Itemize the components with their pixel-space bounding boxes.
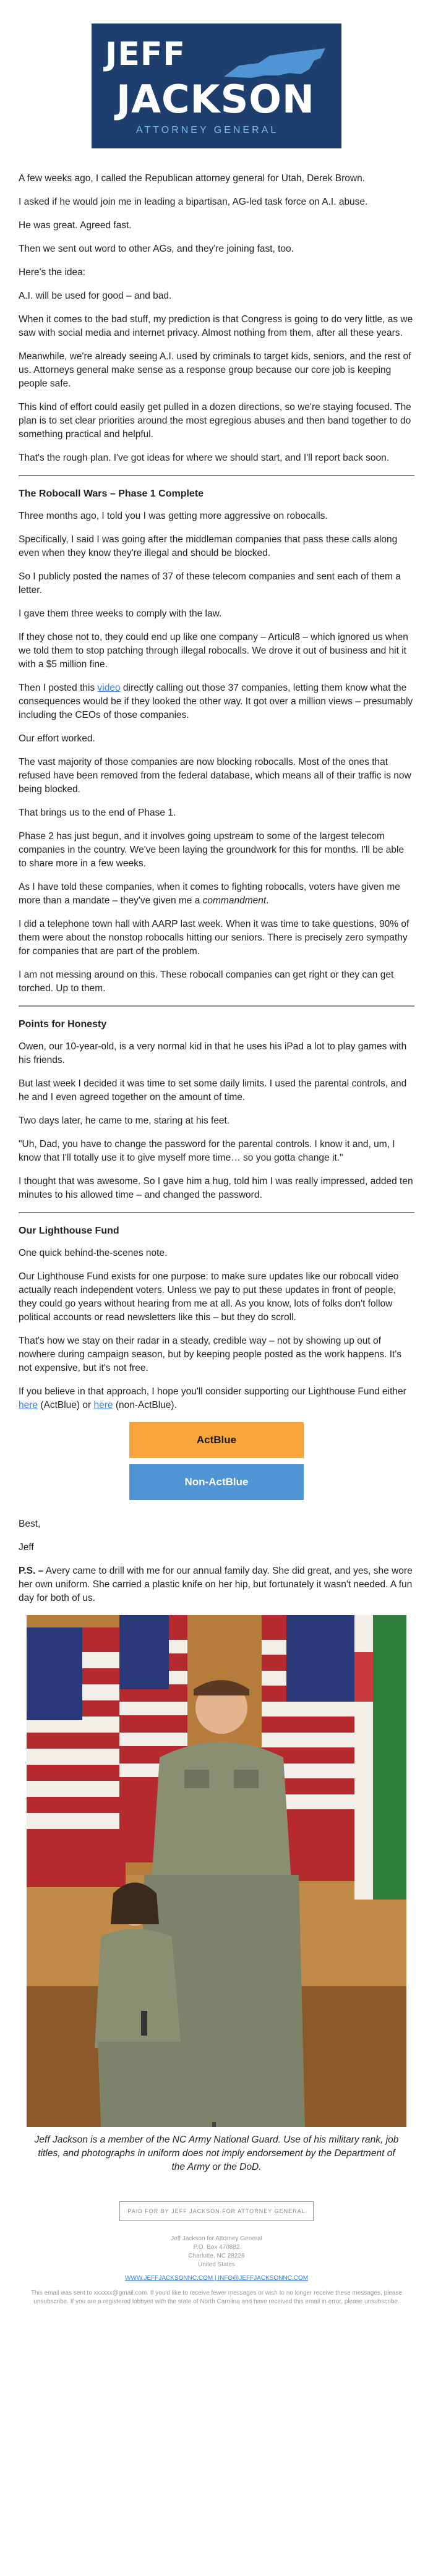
nc-state-icon [221,45,327,82]
text-span: Then I posted this [19,683,98,693]
signoff-best: Best, [19,1519,41,1529]
honesty-paragraph: I thought that was awesome. So I gave him a hug, told him I was really impressed, added ten minutes to his allowed time – and changed the password. [19,1176,413,1200]
intro-paragraph: Meanwhile, we're already seeing A.I. used by criminals to target kids, seniors, and the rest of us. Attorneys general make sense as a response group because our core job is keeping people safe. [19,351,411,389]
text-span: (non-ActBlue). [113,1400,177,1410]
fund-paragraph: Our Lighthouse Fund exists for one purpose: to make sure updates like our robocall video actually reach independent voters. Unless we pay to put these updates in front of people, they could go years without hearing from me at all. As you know, lots of folks don't follow political accounts or read newsletters like this – but they do scroll. [19,1271,399,1323]
intro-paragraph: A few weeks ago, I called the Republican attorney general for Utah, Derek Brown. [19,173,366,184]
footer-address-line: Charlotte, NC 28226 [188,2253,245,2259]
emphasis-text: commandment [202,895,267,906]
intro-paragraph: I asked if he would join me in leading a bipartisan, AG-led task force on A.I. abuse. [19,197,368,207]
intro-paragraph: Here's the idea: [19,267,86,278]
photo-caption: Jeff Jackson is a member of the NC Army National Guard. Use of his military rank, job titles, and photographs in uniform does not imply endorsement by the Department of the Army or the DoD. [34,2135,399,2172]
non-actblue-button[interactable]: Non-ActBlue [129,1464,304,1500]
fund-paragraph [19,1385,414,1412]
non-actblue-link[interactable]: here [93,1400,113,1410]
logo-last-name: JACKSON [116,77,315,122]
fund-paragraph: One quick behind-the-scenes note. [19,1248,168,1258]
robocall-paragraph: Specifically, I said I was going after the middleman companies that pass these calls along even when they know they're illegal and should be blocked. [19,534,398,558]
ps-paragraph [19,1564,414,1605]
intro-paragraph: A.I. will be used for good – and bad. [19,291,172,301]
email-footer [19,2201,414,2306]
honesty-paragraph: But last week I decided it was time to set some daily limits. I used the parental controls, and he and I even agreed together on the amount of time. [19,1078,407,1102]
signoff-name: Jeff [19,1542,34,1553]
section-divider [19,1005,414,1007]
honesty-paragraph: "Uh, Dad, you have to change the password for the parental controls. I know it and, um, I know that I'll totally use it to give myself more time… so you gotta change it." [19,1139,395,1163]
text-span: If you believe in that approach, I hope you'll consider supporting our Lighthouse Fund either [19,1386,406,1397]
text-span: As I have told these companies, when it comes to fighting robocalls, voters have given me more than a mandate – they've given me a [19,882,400,906]
intro-paragraph: He was great. Agreed fast. [19,220,132,231]
robocall-paragraph: So I publicly posted the names of 37 of these telecom companies and sent each of them a letter. [19,571,401,595]
video-link[interactable]: video [97,683,121,693]
robocall-heading: The Robocall Wars – Phase 1 Complete [19,488,204,499]
section-divider [19,475,414,476]
family-day-photo [27,1615,406,2127]
footer-address-line: P.O. Box 470882 [193,2244,240,2251]
honesty-paragraph: Owen, our 10-year-old, is a very normal kid in that he uses his iPad a lot to play games with his friends. [19,1041,407,1065]
ps-label: P.S. – [19,1566,44,1576]
photo-illustration [27,1615,406,2127]
logo-title: ATTORNEY GENERAL [136,125,279,135]
robocall-paragraph: If they chose not to, they could end up like one company – Articul8 – which ignored us when we told them to stop patching through illegal robocalls. We drove it out of business and hit it with a $5 million fine. [19,632,408,670]
text-span: (ActBlue) or [38,1400,94,1410]
fund-heading: Our Lighthouse Fund [19,1226,119,1236]
intro-paragraph: That's the rough plan. I've got ideas for where we should start, and I'll report back soon. [19,453,390,463]
footer-links[interactable]: WWW.JEFFJACKSONNC.COM | INFO@JEFFJACKSONNC.COM [124,2275,309,2282]
actblue-button[interactable]: ActBlue [129,1422,304,1458]
robocall-paragraph: Phase 2 has just begun, and it involves going upstream to some of the largest telecom companies in the country. We've been laying the groundwork for this for months. I'll be able to share more in a few weeks. [19,831,405,869]
intro-paragraph: Then we sent out word to other AGs, and they're joining fast, too. [19,244,294,254]
robocall-paragraph: Three months ago, I told you I was getting more aggressive on robocalls. [19,511,328,521]
robocall-paragraph: I am not messing around on this. These robocall companies can get right or they can get torched. Up to them. [19,970,394,994]
robocall-paragraph [19,881,414,908]
text-span: directly calling out those 37 companies, letting them know what the consequences would be if they looked the other way. It got over a million views – presumably including the CEOs of those companies. [19,683,413,720]
robocall-paragraph: The vast majority of those companies are now blocking robocalls. Most of the ones that refused have been removed from the federal database, which means all of their traffic is now being blocked. [19,757,411,795]
jeff-jackson-logo [92,23,341,148]
actblue-link[interactable]: here [19,1400,38,1410]
robocall-paragraph: That brings us to the end of Phase 1. [19,808,176,818]
footer-address-line: United States [197,2261,236,2268]
fund-paragraph: That's how we stay on their radar in a steady, credible way – not by showing up out of nowhere during campaign season, but by keeping people posted as the work happens. It's not expensive, but it's not free. [19,1336,402,1373]
footer-address-line: Jeff Jackson for Attorney General [171,2235,262,2242]
email-body [19,172,414,2306]
honesty-paragraph: Two days later, he came to me, staring at his feet. [19,1115,230,1126]
intro-paragraph: When it comes to the bad stuff, my prediction is that Congress is going to do very little, as we saw with social media and internet privacy. Almost nothing from them, after all these years. [19,314,413,338]
robocall-paragraph: I did a telephone town hall with AARP last week. When it was time to take questions, 90% of them were about the nonstop robocalls hitting our seniors. There is precisely zero sympathy for companies that are part of the problem. [19,919,409,957]
ps-text: Avery came to drill with me for our annual family day. She did great, and yes, she wore her own uniform. She carried a plastic knife on her hip, but fortunately it wasn't needed. A fun day for both of us. [19,1566,413,1603]
honesty-heading: Points for Honesty [19,1019,107,1030]
footer-fine-print: This email was sent to xxxxxx@gmail.com. If you'd like to receive fewer messages or wish to no longer receive these messages, please unsubscribe. If you are a registered lobbyist with the state of North Carolina and have received this email in error, please unsubscribe. [30,2290,403,2305]
text-span: . [266,895,269,906]
section-divider [19,1212,414,1213]
newsletter [19,0,414,2306]
paid-for-by-box: PAID FOR BY JEFF JACKSON FOR ATTORNEY GENERAL [119,2201,313,2221]
intro-paragraph: This kind of effort could easily get pulled in a dozen directions, so we're staying focused. The plan is to set clear priorities around the most egregious abuses and then band together to do something practical and helpful. [19,402,411,440]
robocall-paragraph [19,681,414,722]
robocall-paragraph: I gave them three weeks to comply with the law. [19,608,222,619]
robocall-paragraph: Our effort worked. [19,733,95,744]
logo-first-name: JEFF [105,36,186,73]
